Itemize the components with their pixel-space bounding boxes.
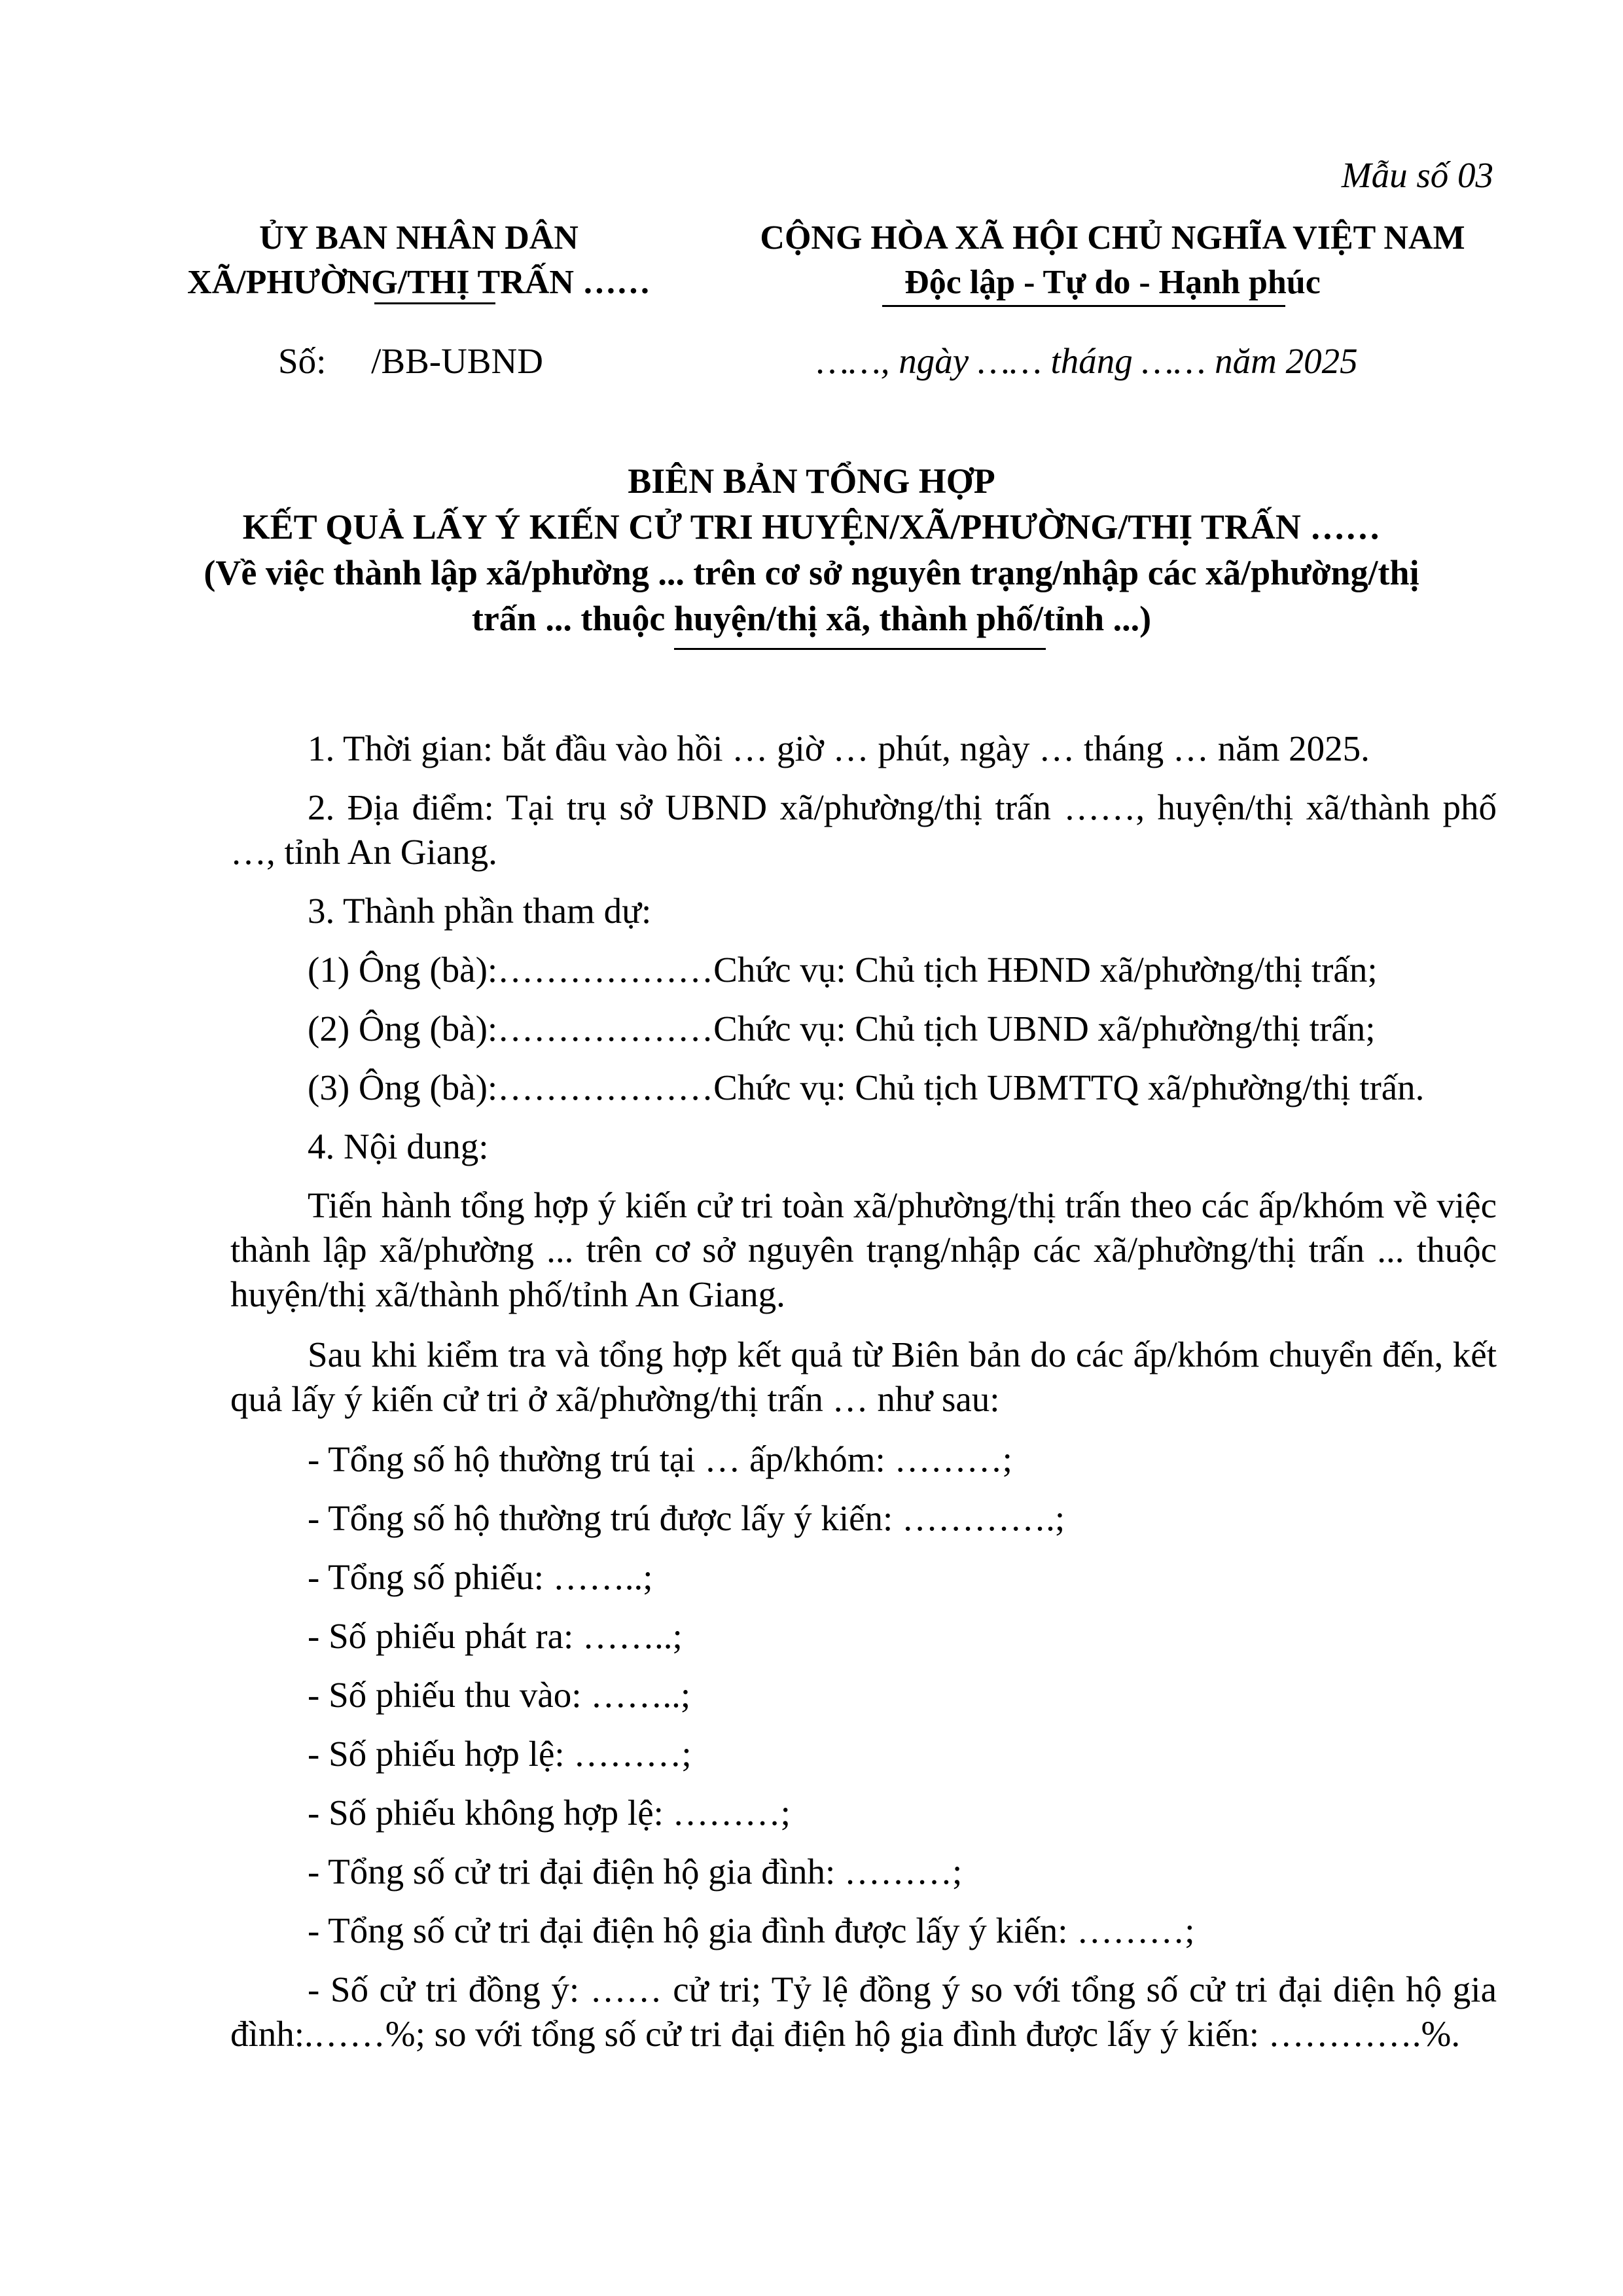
- title-subject: (Về việc thành lập xã/phường ... trên cơ sở nguyên trạng/nhập các xã/phường/thị trấn ... thuộc huyện/thị xã, thành phố/tỉnh ...): [204, 553, 1419, 638]
- authority-line-2: XÃ/PHƯỜNG/THỊ TRẤN ……: [187, 264, 651, 301]
- national-motto: Độc lập - Tự do - Hạnh phúc: [904, 264, 1321, 301]
- participant-2: (2) Ông (bà):………………Chức vụ: Chủ tịch UBND xã/phường/thị trấn;: [308, 1009, 1376, 1049]
- document-title: [196, 458, 1427, 641]
- national-header: [720, 216, 1505, 305]
- participant-1: (1) Ông (bà):………………Chức vụ: Chủ tịch HĐND xã/phường/thị trấn;: [308, 950, 1378, 990]
- content-paragraph-1: Tiến hành tổng hợp ý kiến cử tri toàn xã/phường/thị trấn theo các ấp/khóm về việc thành lập xã/phường ... trên cơ sở nguyên trạng/nhập các xã/phường/thị trấn ... thuộc huyện/thị xã/thành phố/tỉnh An Giang.: [230, 1185, 1497, 1314]
- title-line-2: KẾT QUẢ LẤY Ý KIẾN CỬ TRI HUYỆN/XÃ/PHƯỜNG/THỊ TRẤN ……: [242, 507, 1381, 547]
- title-underline: [674, 648, 1046, 650]
- agree-result: - Số cử tri đồng ý: …… cử tri; Tỷ lệ đồng ý so với tổng số cử tri đại diện hộ gia đình:.……%; so với tổng số cử tri đại điện hộ gia đình được lấy ý kiến: ………….%.: [230, 1969, 1497, 2054]
- national-name: CỘNG HÒA XÃ HỘI CHỦ NGHĨA VIỆT NAM: [760, 219, 1465, 257]
- issuing-authority: [170, 216, 668, 305]
- stat-households-consulted: - Tổng số hộ thường trú được lấy ý kiến: ………….;: [308, 1498, 1065, 1538]
- title-line-1: BIÊN BẢN TỔNG HỢP: [628, 461, 995, 501]
- stat-voter-representatives-consulted: - Tổng số cử tri đại điện hộ gia đình được lấy ý kiến: ………;: [308, 1910, 1195, 1950]
- participants-heading: 3. Thành phần tham dự:: [308, 891, 652, 931]
- document-number: Số: /BB-UBND: [278, 341, 543, 381]
- stat-total-ballots: - Tổng số phiếu: ……..;: [308, 1557, 653, 1597]
- stat-ballots-collected: - Số phiếu thu vào: ……..;: [308, 1675, 691, 1715]
- stat-valid-ballots: - Số phiếu hợp lệ: ………;: [308, 1734, 692, 1774]
- document-date: ……, ngày …… tháng …… năm 2025: [817, 341, 1358, 381]
- participant-3: (3) Ông (bà):………………Chức vụ: Chủ tịch UBMTTQ xã/phường/thị trấn.: [308, 1067, 1425, 1107]
- location-item: 2. Địa điểm: Tại trụ sở UBND xã/phường/thị trấn ……, huyện/thị xã/thành phố …, tỉnh An Giang.: [230, 787, 1497, 872]
- document-body: [230, 726, 1497, 2072]
- authority-line-1: ỦY BAN NHÂN DÂN: [259, 219, 579, 257]
- form-number: Mẫu số 03: [1341, 155, 1493, 195]
- stat-voter-representatives: - Tổng số cử tri đại điện hộ gia đình: ………;: [308, 1852, 963, 1892]
- stat-invalid-ballots: - Số phiếu không hợp lệ: ………;: [308, 1793, 791, 1833]
- content-paragraph-2: Sau khi kiểm tra và tổng hợp kết quả từ Biên bản do các ấp/khóm chuyển đến, kết quả lấy ý kiến cử tri ở xã/phường/thị trấn … như sau:: [230, 1335, 1497, 1419]
- stat-households: - Tổng số hộ thường trú tại … ấp/khóm: ………;: [308, 1439, 1012, 1479]
- stat-ballots-issued: - Số phiếu phát ra: ……..;: [308, 1616, 683, 1656]
- content-heading: 4. Nội dung:: [308, 1126, 489, 1166]
- authority-underline: [374, 302, 495, 304]
- motto-underline: [882, 305, 1285, 307]
- time-item: 1. Thời gian: bắt đầu vào hồi … giờ … phút, ngày … tháng … năm 2025.: [308, 728, 1370, 768]
